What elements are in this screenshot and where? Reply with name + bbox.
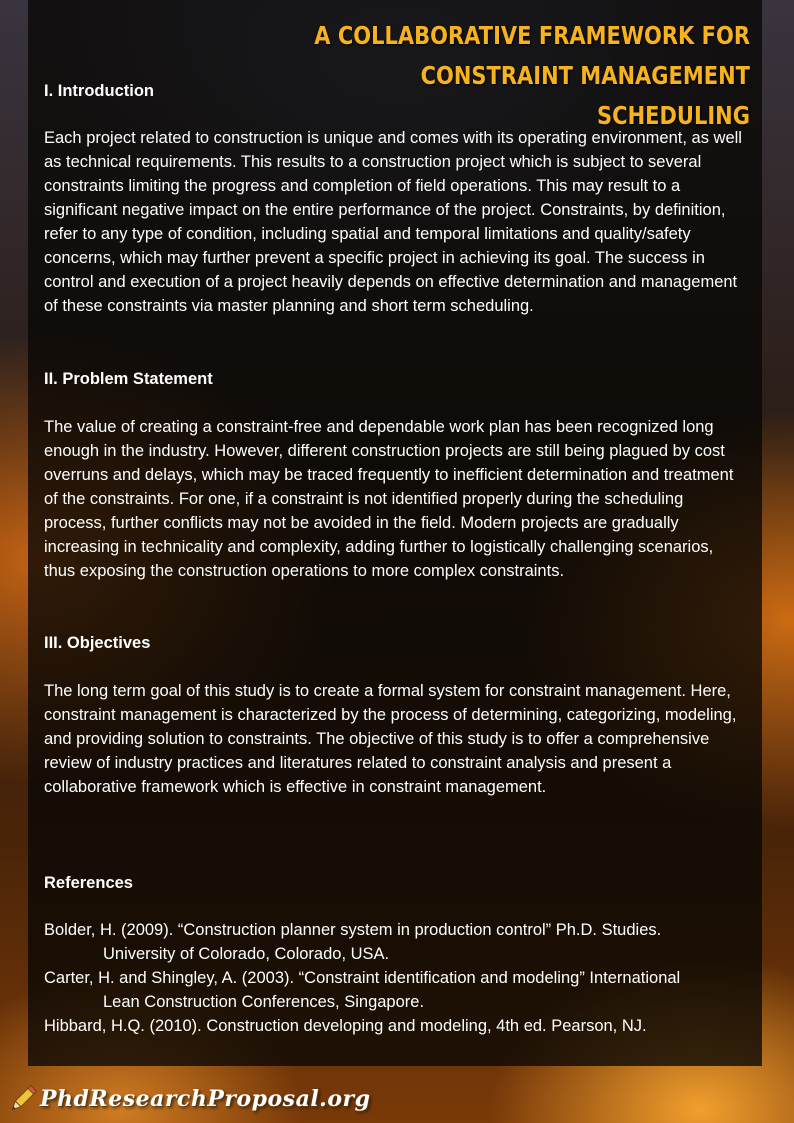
section-body-introduction: Each project related to construction is unique and comes with its operating environment, as well as technical requirements. This results to a construction project which is subject to several constraints limiting the progress and completion of field operations. This may result to a significant negative impact on the entire performance of the project. Constraints, by definition, refer to any type of condition, including spatial and temporal limitations and quality/safety concerns, which may further prevent a specific project in achieving its goal. The success in control and execution of a project heavily depends on effective determination and management of these constraints via master planning and short term scheduling.	[44, 129, 742, 315]
section-heading-objectives: III. Objectives	[44, 634, 151, 652]
site-logo-text[interactable]: PhdResearchProposal.org	[40, 1086, 371, 1112]
section-body-objectives: The long term goal of this study is to create a formal system for constraint management. Here, constraint management is characterized by the process of determining, categorizing, modeling, and providing solution to constraints. The objective of this study is to offer a comprehensive review of industry practices and literatures related to constraint analysis and present a collaborative framework which is effective in constraint management.	[44, 682, 737, 796]
document-title	[313, 16, 750, 136]
reference-line-1: Hibbard, H.Q. (2010). Construction developing and modeling, 4th ed. Pearson, NJ.	[44, 1017, 647, 1035]
title-line-1: A COLLABORATIVE FRAMEWORK FOR	[314, 21, 750, 50]
reference-item	[44, 918, 744, 966]
references-heading: References	[44, 874, 133, 892]
reference-line-2: Lean Construction Conferences, Singapore.	[103, 993, 425, 1011]
section-heading-problem-statement: II. Problem Statement	[44, 370, 213, 388]
reference-line-1: Bolder, H. (2009). “Construction planner system in production control” Ph.D. Studies.	[44, 921, 662, 939]
pencil-icon	[6, 1082, 40, 1121]
reference-item	[44, 966, 744, 1014]
reference-item	[44, 1014, 744, 1038]
reference-line-1: Carter, H. and Shingley, A. (2003). “Constraint identification and modeling” International	[44, 969, 681, 987]
title-line-2: CONSTRAINT MANAGEMENT SCHEDULING	[420, 61, 750, 130]
section-body-problem-statement: The value of creating a constraint-free and dependable work plan has been recognized long enough in the industry. However, different construction projects are still being plagued by cost overruns and delays, which may be traced frequently to inefficient determination and treatment of the constraints. For one, if a constraint is not identified properly during the scheduling process, further conflicts may not be avoided in the field. Modern projects are gradually increasing in technicality and complexity, adding further to logistically challenging scenarios, thus exposing the construction operations to more complex constraints.	[44, 418, 734, 580]
reference-line-2: University of Colorado, Colorado, USA.	[103, 945, 390, 963]
section-heading-introduction: I. Introduction	[44, 82, 154, 100]
